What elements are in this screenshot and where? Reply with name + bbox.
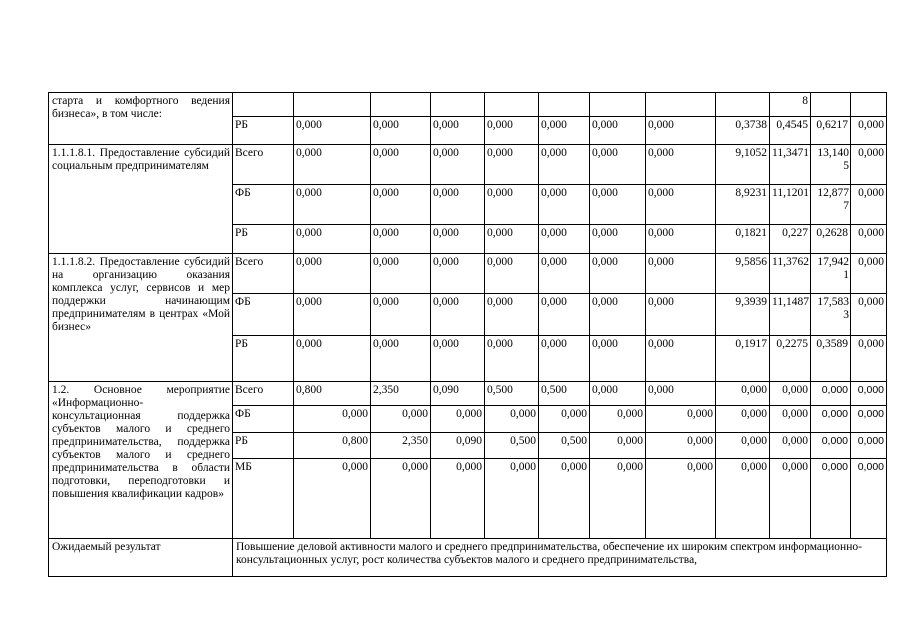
value-cell: 0,090 bbox=[431, 382, 485, 406]
value-cell: 0,000 bbox=[371, 336, 431, 382]
value-cell: 0,000 bbox=[646, 433, 716, 459]
value-cell: 0,000 bbox=[431, 336, 485, 382]
value-cell: 0,000 bbox=[590, 117, 646, 145]
value-cell bbox=[539, 93, 590, 117]
value-cell: 0,000 bbox=[646, 117, 716, 145]
value-cell: 0,227 bbox=[770, 225, 811, 254]
value-cell: 0,000 bbox=[431, 117, 485, 145]
value-cell: 0,000 bbox=[811, 459, 851, 539]
value-cell: 0,6217 bbox=[811, 117, 851, 145]
measure-name: 1.1.1.8.2. Предоставление субсидий на организацию оказания комплекса услуг, сервисов и мер поддержки начинающим предпринимателям в центрах «Мой бизнес» bbox=[49, 254, 233, 382]
value-cell: 11,1487 bbox=[770, 294, 811, 336]
fund-source bbox=[233, 93, 294, 117]
value-cell: 0,000 bbox=[431, 225, 485, 254]
value-cell: 11,3762 bbox=[770, 254, 811, 294]
value-cell: 0,000 bbox=[485, 225, 539, 254]
value-cell: 0,2275 bbox=[770, 336, 811, 382]
value-cell: 0,000 bbox=[851, 254, 887, 294]
value-cell: 0,000 bbox=[294, 336, 371, 382]
fund-source: Всего bbox=[233, 382, 294, 406]
value-cell: 0,000 bbox=[485, 185, 539, 225]
value-cell: 0,000 bbox=[539, 117, 590, 145]
expected-result-label: Ожидаемый результат bbox=[49, 539, 233, 577]
value-cell: 0,000 bbox=[851, 225, 887, 254]
value-cell: 9,3939 bbox=[716, 294, 770, 336]
value-cell: 0,000 bbox=[770, 406, 811, 433]
measure-name: старта и комфортного ведения бизнеса», в том числе: bbox=[49, 93, 233, 145]
value-cell: 0,000 bbox=[590, 294, 646, 336]
value-cell: 2,350 bbox=[371, 433, 431, 459]
value-cell: 0,000 bbox=[485, 459, 539, 539]
value-cell: 0,000 bbox=[646, 225, 716, 254]
fund-source: ФБ bbox=[233, 294, 294, 336]
fund-source: РБ bbox=[233, 117, 294, 145]
value-cell: 0,000 bbox=[294, 185, 371, 225]
measure-name: 1.2. Основное мероприятие «Информационно-консультационная поддержка субъектов малого и среднего предпринимательства, поддержка субъектов малого и среднего предпринимательства в области подготовки, переподготовки и повышения квалификации кадров» bbox=[49, 382, 233, 539]
value-cell: 0,000 bbox=[371, 406, 431, 433]
value-cell: 0,000 bbox=[539, 336, 590, 382]
value-cell: 0,000 bbox=[851, 185, 887, 225]
value-cell: 0,000 bbox=[716, 382, 770, 406]
value-cell: 0,000 bbox=[851, 382, 887, 406]
value-cell: 17,5833 bbox=[811, 294, 851, 336]
value-cell: 0,3738 bbox=[716, 117, 770, 145]
value-cell: 0,000 bbox=[590, 433, 646, 459]
value-cell: 0,000 bbox=[851, 433, 887, 459]
value-cell: 0,000 bbox=[590, 459, 646, 539]
value-cell: 0,000 bbox=[539, 406, 590, 433]
value-cell: 13,1405 bbox=[811, 145, 851, 185]
fund-source: ФБ bbox=[233, 406, 294, 433]
budget-table bbox=[48, 92, 887, 577]
value-cell: 0,000 bbox=[539, 145, 590, 185]
value-cell bbox=[294, 93, 371, 117]
table-row bbox=[49, 254, 887, 294]
value-cell: 0,000 bbox=[371, 254, 431, 294]
value-cell: 0,000 bbox=[851, 145, 887, 185]
value-cell: 0,000 bbox=[539, 254, 590, 294]
value-cell: 0,000 bbox=[811, 382, 851, 406]
value-cell: 0,000 bbox=[431, 254, 485, 294]
value-cell: 8,9231 bbox=[716, 185, 770, 225]
value-cell: 0,500 bbox=[539, 433, 590, 459]
value-cell: 0,000 bbox=[716, 406, 770, 433]
value-cell: 0,000 bbox=[811, 433, 851, 459]
value-cell: 0,000 bbox=[539, 185, 590, 225]
value-cell: 0,000 bbox=[646, 459, 716, 539]
value-cell: 0,000 bbox=[770, 433, 811, 459]
value-cell: 11,1201 bbox=[770, 185, 811, 225]
value-cell: 0,000 bbox=[590, 406, 646, 433]
table-row bbox=[49, 145, 887, 185]
value-cell bbox=[716, 93, 770, 117]
value-cell: 0,000 bbox=[485, 336, 539, 382]
value-cell: 12,8777 bbox=[811, 185, 851, 225]
fund-source: ФБ bbox=[233, 185, 294, 225]
value-cell: 11,3471 bbox=[770, 145, 811, 185]
value-cell: 0,000 bbox=[851, 294, 887, 336]
value-cell: 0,000 bbox=[371, 185, 431, 225]
value-cell: 0,500 bbox=[485, 433, 539, 459]
value-cell: 0,000 bbox=[371, 294, 431, 336]
value-cell: 0,000 bbox=[770, 459, 811, 539]
value-cell: 0,000 bbox=[485, 406, 539, 433]
value-cell: 0,000 bbox=[646, 336, 716, 382]
value-cell: 0,800 bbox=[294, 433, 371, 459]
value-cell: 0,000 bbox=[646, 294, 716, 336]
fund-source: Всего bbox=[233, 254, 294, 294]
table-body bbox=[49, 93, 887, 577]
measure-name: 1.1.1.8.1. Предоставление субсидий социальным предпринимателям bbox=[49, 145, 233, 254]
value-cell: 0,000 bbox=[485, 254, 539, 294]
value-cell: 0,000 bbox=[431, 459, 485, 539]
value-cell: 0,000 bbox=[851, 459, 887, 539]
value-cell: 0,000 bbox=[539, 225, 590, 254]
value-cell: 0,000 bbox=[590, 336, 646, 382]
value-cell: 0,000 bbox=[371, 145, 431, 185]
fund-source: РБ bbox=[233, 433, 294, 459]
value-cell: 9,5856 bbox=[716, 254, 770, 294]
value-cell: 0,000 bbox=[539, 459, 590, 539]
value-cell: 0,000 bbox=[590, 225, 646, 254]
value-cell: 0,090 bbox=[431, 433, 485, 459]
value-cell: 0,000 bbox=[431, 185, 485, 225]
value-cell: 0,000 bbox=[294, 225, 371, 254]
expected-result-row bbox=[49, 539, 887, 577]
value-cell: 0,000 bbox=[485, 294, 539, 336]
value-cell: 0,000 bbox=[294, 254, 371, 294]
value-cell: 0,000 bbox=[431, 145, 485, 185]
value-cell: 0,000 bbox=[431, 294, 485, 336]
fund-source: РБ bbox=[233, 225, 294, 254]
value-cell: 0,000 bbox=[294, 406, 371, 433]
value-cell: 0,000 bbox=[646, 185, 716, 225]
value-cell: 8 bbox=[770, 93, 811, 117]
value-cell bbox=[851, 93, 887, 117]
value-cell: 0,2628 bbox=[811, 225, 851, 254]
value-cell: 0,000 bbox=[646, 145, 716, 185]
value-cell: 0,000 bbox=[294, 117, 371, 145]
value-cell: 0,1917 bbox=[716, 336, 770, 382]
value-cell bbox=[485, 93, 539, 117]
value-cell: 0,4545 bbox=[770, 117, 811, 145]
value-cell: 0,000 bbox=[590, 254, 646, 294]
value-cell: 0,000 bbox=[851, 336, 887, 382]
value-cell bbox=[371, 93, 431, 117]
value-cell: 0,000 bbox=[770, 382, 811, 406]
value-cell: 17,9421 bbox=[811, 254, 851, 294]
table-row bbox=[49, 382, 887, 406]
value-cell: 0,1821 bbox=[716, 225, 770, 254]
value-cell: 0,000 bbox=[851, 117, 887, 145]
document-page bbox=[48, 92, 887, 577]
fund-source: МБ bbox=[233, 459, 294, 539]
value-cell: 0,000 bbox=[294, 294, 371, 336]
value-cell: 0,000 bbox=[646, 254, 716, 294]
value-cell: 0,500 bbox=[539, 382, 590, 406]
table-row bbox=[49, 93, 887, 117]
value-cell: 0,000 bbox=[431, 406, 485, 433]
value-cell: 0,000 bbox=[716, 433, 770, 459]
value-cell: 0,000 bbox=[716, 459, 770, 539]
value-cell: 0,000 bbox=[485, 145, 539, 185]
value-cell: 0,000 bbox=[294, 459, 371, 539]
value-cell bbox=[811, 93, 851, 117]
value-cell: 9,1052 bbox=[716, 145, 770, 185]
fund-source: Всего bbox=[233, 145, 294, 185]
value-cell: 0,000 bbox=[646, 382, 716, 406]
value-cell: 0,000 bbox=[539, 294, 590, 336]
fund-source: РБ bbox=[233, 336, 294, 382]
value-cell: 0,000 bbox=[371, 459, 431, 539]
value-cell: 0,000 bbox=[485, 117, 539, 145]
expected-result-text: Повышение деловой активности малого и среднего предпринимательства, обеспечение их широким спектром информационно-консультационных услуг, рост количества субъектов малого и среднего предпринимательства, bbox=[233, 539, 887, 577]
value-cell: 0,000 bbox=[590, 382, 646, 406]
value-cell: 0,500 bbox=[485, 382, 539, 406]
value-cell: 0,800 bbox=[294, 382, 371, 406]
value-cell: 0,000 bbox=[590, 145, 646, 185]
value-cell: 0,000 bbox=[371, 117, 431, 145]
value-cell: 0,3589 bbox=[811, 336, 851, 382]
value-cell bbox=[646, 93, 716, 117]
value-cell: 0,000 bbox=[646, 406, 716, 433]
value-cell: 0,000 bbox=[811, 406, 851, 433]
value-cell: 2,350 bbox=[371, 382, 431, 406]
value-cell: 0,000 bbox=[851, 406, 887, 433]
value-cell bbox=[431, 93, 485, 117]
value-cell: 0,000 bbox=[294, 145, 371, 185]
value-cell bbox=[590, 93, 646, 117]
value-cell: 0,000 bbox=[371, 225, 431, 254]
value-cell: 0,000 bbox=[590, 185, 646, 225]
